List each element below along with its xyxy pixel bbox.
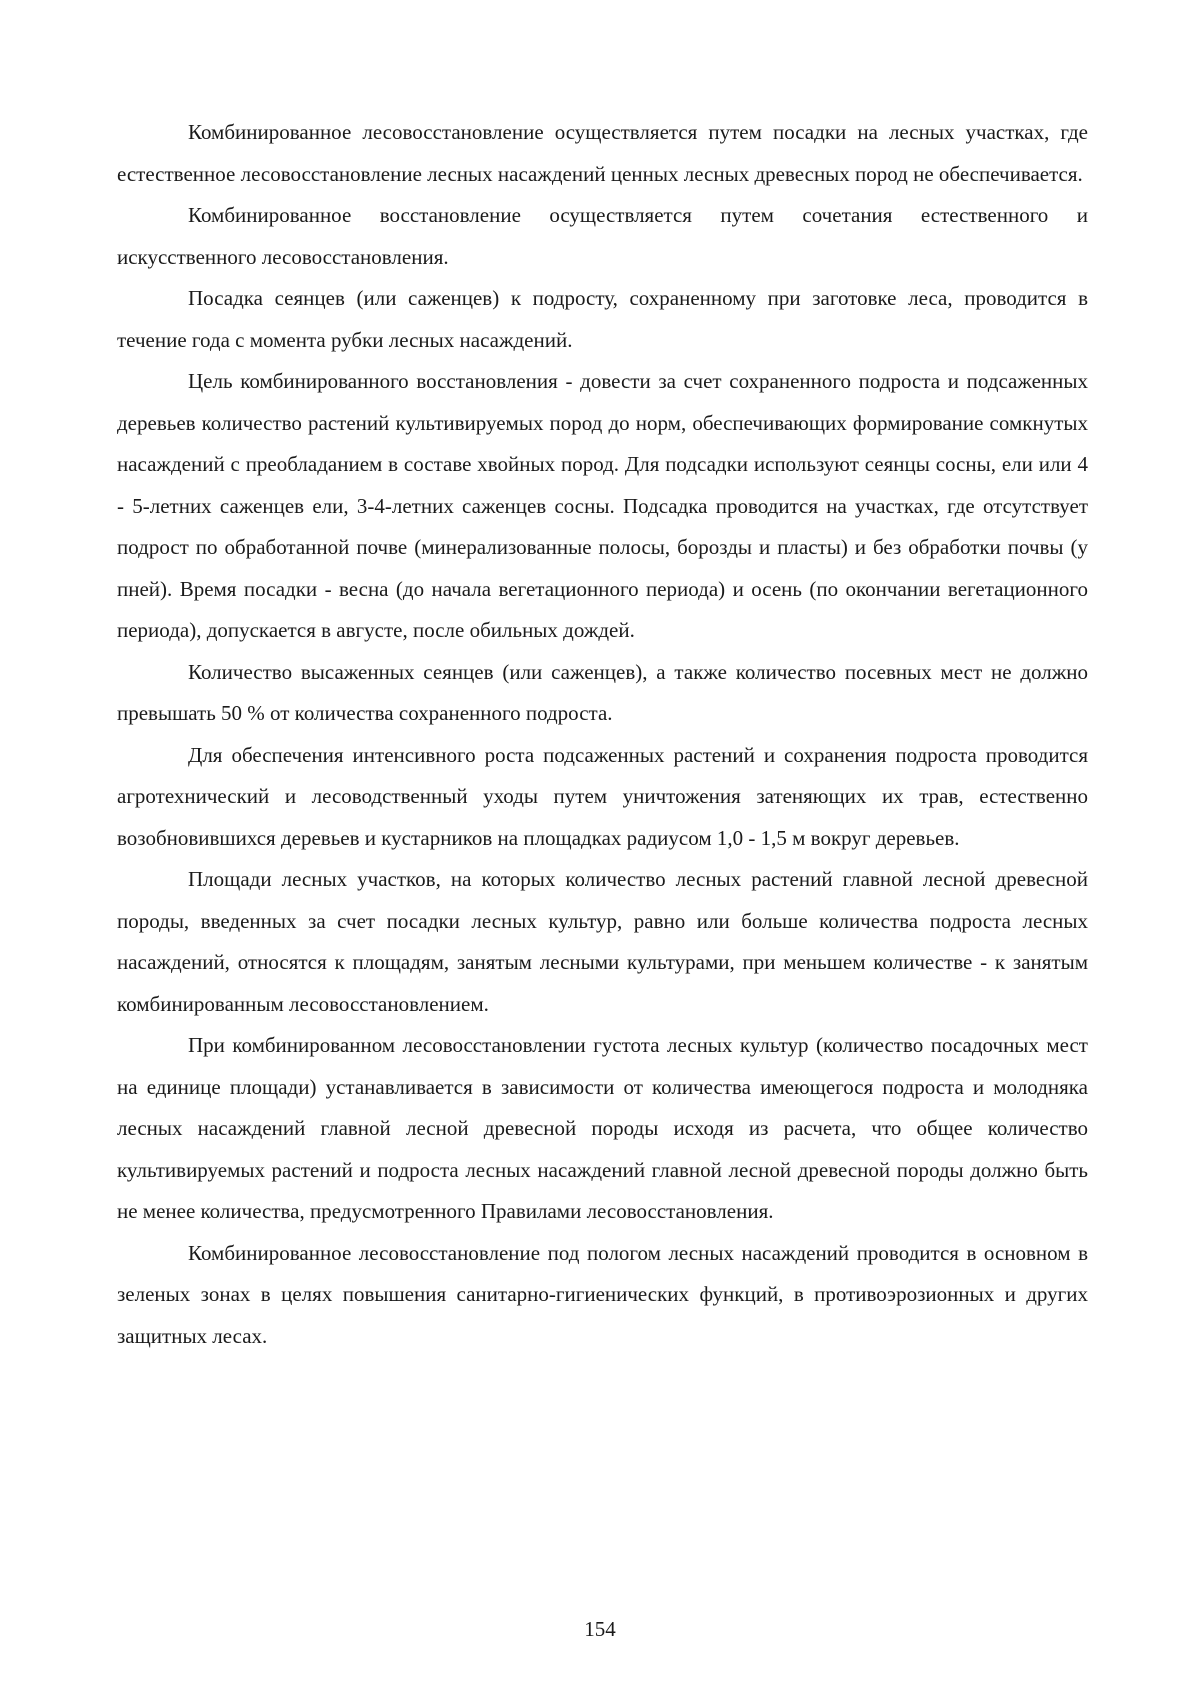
paragraph-8: При комбинированном лесовосстановлении густота лесных культур (количество посадочных мест на единице площади) устанавливается в зависимости от количества имеющегося подроста и молодняка лесных насаждений главной лесной древесной породы исходя из расчета, что общее количество культивируемых растений и подроста лесных насаждений главной лесной древесной породы должно быть не менее количества, предусмотренного Правилами лесовосстановления. xyxy=(117,1033,1088,1223)
paragraph-6: Для обеспечения интенсивного роста подсаженных растений и сохранения подроста проводится агротехнический и лесоводственный уходы путем уничтожения затеняющих их трав, естественно возобновившихся деревьев и кустарников на площадках радиусом 1,0 - 1,5 м вокруг деревьев. xyxy=(117,742,1088,850)
paragraph-3: Посадка сеянцев (или саженцев) к подросту, сохраненному при заготовке леса, проводится в течение года с момента рубки лесных насаждений. xyxy=(117,286,1088,352)
paragraph-2: Комбинированное восстановление осуществляется путем сочетания естественного и искусственного лесовосстановления. xyxy=(117,203,1088,269)
paragraph-7: Площади лесных участков, на которых количество лесных растений главной лесной древесной породы, введенных за счет посадки лесных культур, равно или больше количества подроста лесных насаждений, относятся к площадям, занятым лесными культурами, при меньшем количестве - к занятым комбинированным лесовосстановлением. xyxy=(117,867,1088,1016)
body-text xyxy=(117,112,1088,1357)
paragraph-5: Количество высаженных сеянцев (или саженцев), а также количество посевных мест не должно превышать 50 % от количества сохраненного подроста. xyxy=(117,659,1088,725)
paragraph-4: Цель комбинированного восстановления - довести за счет сохраненного подроста и подсаженных деревьев количество растений культивируемых пород до норм, обеспечивающих формирование сомкнутых насаждений с преобладанием в составе хвойных пород. Для подсадки используют сеянцы сосны, ели или 4 - 5-летних саженцев ели, 3-4-летних саженцев сосны. Подсадка проводится на участках, где отсутствует подрост по обработанной почве (минерализованные полосы, борозды и пласты) и без обработки почвы (у пней). Время посадки - весна (до начала вегетационного периода) и осень (по окончании вегетационного периода), допускается в августе, после обильных дождей. xyxy=(117,369,1088,642)
page-number: 154 xyxy=(584,1617,616,1641)
paragraph-1: Комбинированное лесовосстановление осуществляется путем посадки на лесных участках, где естественное лесовосстановление лесных насаждений ценных лесных древесных пород не обеспечивается. xyxy=(117,120,1088,186)
paragraph-9: Комбинированное лесовосстановление под пологом лесных насаждений проводится в основном в зеленых зонах в целях повышения санитарно-гигиенических функций, в противоэрозионных и других защитных лесах. xyxy=(117,1240,1088,1348)
